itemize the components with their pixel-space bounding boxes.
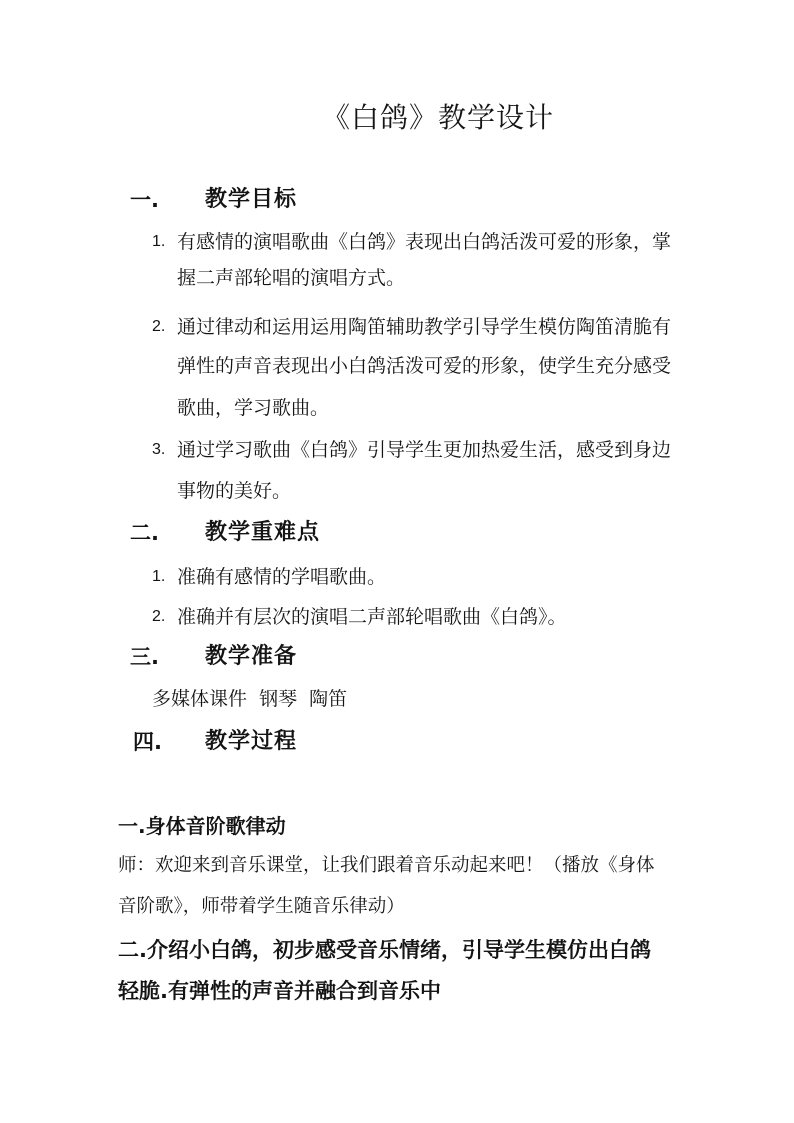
section-4-heading: 教学过程	[205, 729, 298, 754]
section-4-number: 四.	[133, 730, 162, 754]
objective-1-line-1: 有感情的演唱歌曲《白鸽》表现出白鸽活泼可爱的形象，掌	[177, 231, 672, 253]
objective-3-line-2: 事物的美好。	[177, 480, 292, 502]
process-step-2-heading-line-1: 二.介绍小白鸽，初步感受音乐情绪，引导学生模仿出白鸽	[118, 938, 651, 962]
objective-1-marker: 1.	[152, 233, 166, 250]
process-step-1-line-1: 师：欢迎来到音乐课堂，让我们跟着音乐动起来吧！（播放《身体	[118, 855, 655, 876]
section-3-number: 三.	[130, 645, 159, 669]
process-step-2-heading-line-2: 轻脆.有弹性的声音并融合到音乐中	[118, 979, 441, 1003]
process-step-1-line-2: 音阶歌》，师带着学生随音乐律动）	[118, 896, 405, 917]
objective-3-marker: 3.	[152, 441, 166, 458]
objective-3-line-1: 通过学习歌曲《白鸽》引导学生更加热爱生活，感受到身边	[177, 439, 672, 461]
key-point-1-marker: 1.	[152, 568, 166, 585]
key-point-1-line-1: 准确有感情的学唱歌曲。	[177, 566, 387, 588]
preparation-text: 多媒体课件 钢琴 陶笛	[152, 688, 348, 710]
objective-2-marker: 2.	[152, 318, 166, 335]
objective-2-line-2: 弹性的声音表现出小白鸽活泼可爱的形象，使学生充分感受	[177, 355, 672, 377]
section-1-number: 一.	[130, 188, 159, 212]
process-step-1-heading: 一.身体音阶歌律动	[118, 814, 286, 838]
objective-2-line-1: 通过律动和运用运用陶笛辅助教学引导学生模仿陶笛清脆有	[177, 316, 672, 338]
key-point-2-line-1: 准确并有层次的演唱二声部轮唱歌曲《白鸽》。	[177, 606, 567, 628]
objective-2-line-3: 歌曲，学习歌曲。	[177, 397, 330, 419]
key-point-2-marker: 2.	[152, 608, 166, 625]
section-2-number: 二.	[130, 521, 159, 545]
section-1-heading: 教学目标	[205, 187, 298, 212]
section-3-heading: 教学准备	[205, 644, 298, 669]
document-title: 《白鸽》教学设计	[322, 101, 555, 134]
section-2-heading: 教学重难点	[205, 520, 321, 545]
objective-1-line-2: 握二声部轮唱的演唱方式。	[177, 267, 406, 289]
